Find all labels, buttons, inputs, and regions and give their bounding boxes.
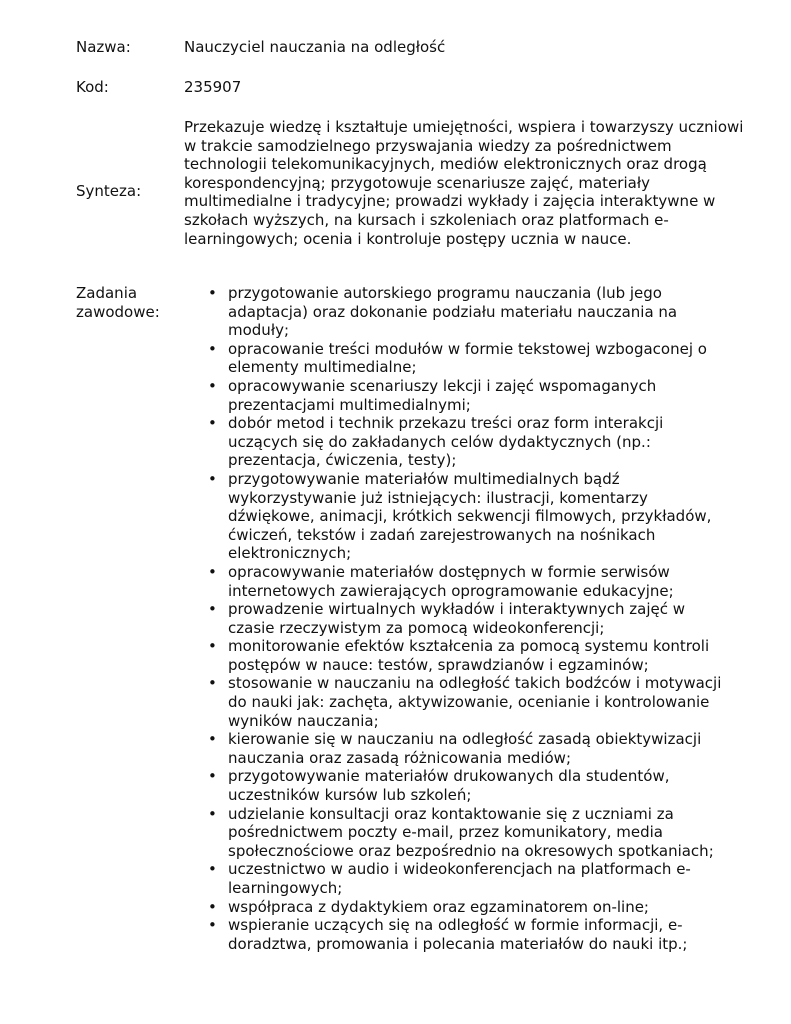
task-item: • opracowywanie scenariuszy lekcji i zajęć wspomaganych prezentacjami multimedialnymi;	[204, 377, 736, 414]
task-item: • wspieranie uczących się na odległość w formie informacji, e-doradztwa, promowania i polecania materiałów do nauki itp.;	[204, 916, 736, 953]
task-item: • prowadzenie wirtualnych wykładów i interaktywnych zajęć w czasie rzeczywistym za pomocą wideokonferencji;	[204, 600, 736, 637]
task-item: • kierowanie się w nauczaniu na odległość zasadą obiektywizacji nauczania oraz zasadą różnicowania mediów;	[204, 730, 736, 767]
task-item: • opracowanie treści modułów w formie tekstowej wzbogaconej o elementy multimedialne;	[204, 340, 736, 377]
task-item: • opracowywanie materiałów dostępnych w formie serwisów internetowych zawierających oprogramowanie edukacyjne;	[204, 563, 736, 600]
task-item: • przygotowywanie materiałów multimedialnych bądź wykorzystywanie już istniejących: ilustracji, komentarzy dźwiękowe, animacji, krótkich sekwencji filmowych, przykładów, ćwiczeń, tekstów i zadań zarejestrowanych na nośnikach elektronicznych;	[204, 470, 736, 563]
field-synteza	[76, 118, 766, 268]
task-item: • współpraca z dydaktykiem oraz egzaminatorem on-line;	[204, 898, 736, 917]
synteza-label: Synteza:	[76, 182, 142, 200]
task-item: • monitorowanie efektów kształcenia za pomocą systemu kontroli postępów w nauce: testów, sprawdzianów i egzaminów;	[204, 637, 736, 674]
zadania-label: Zadania zawodowe:	[76, 284, 160, 321]
task-item: • uczestnictwo w audio i wideokonferencjach na platformach e-learningowych;	[204, 860, 736, 897]
task-item: • przygotowanie autorskiego programu nauczania (lub jego adaptacja) oraz dokonanie podziału materiału nauczania na moduły;	[204, 284, 736, 340]
task-item: • przygotowywanie materiałów drukowanych dla studentów, uczestników kursów lub szkoleń;	[204, 767, 736, 804]
task-item: • dobór metod i technik przekazu treści oraz form interakcji uczących się do zakładanych celów dydaktycznych (np.: prezentacja, ćwiczenia, testy);	[204, 414, 736, 470]
kod-label: Kod:	[76, 78, 109, 96]
task-item: • udzielanie konsultacji oraz kontaktowanie się z uczniami za pośrednictwem poczty e-mail, przez komunikatory, media społecznościowe oraz bezpośrednio na okresowych spotkaniach;	[204, 805, 736, 861]
task-list	[204, 284, 736, 953]
nazwa-label: Nazwa:	[76, 38, 131, 56]
nazwa-value: Nauczyciel nauczania na odległość	[184, 38, 446, 56]
task-item: • stosowanie w nauczaniu na odległość takich bodźców i motywacji do nauki jak: zachęta, aktywizowanie, ocenianie i kontrolowanie wyników nauczania;	[204, 674, 736, 730]
kod-value: 235907	[184, 78, 242, 96]
synteza-value: Przekazuje wiedzę i kształtuje umiejętności, wspiera i towarzyszy uczniowi w trakcie samodzielnego przyswajania wiedzy za pośrednictwem technologii telekomunikacyjnych, mediów elektronicznych oraz drogą korespondencyjną; przygotowuje scenariusze zajęć, materiały multimedialne i tradycyjne; prowadzi wykłady i zajęcia interaktywne w szkołach wyższych, na kursach i szkoleniach oraz platformach e-learningowych; ocenia i kontroluje postępy ucznia w nauce.	[184, 118, 744, 248]
